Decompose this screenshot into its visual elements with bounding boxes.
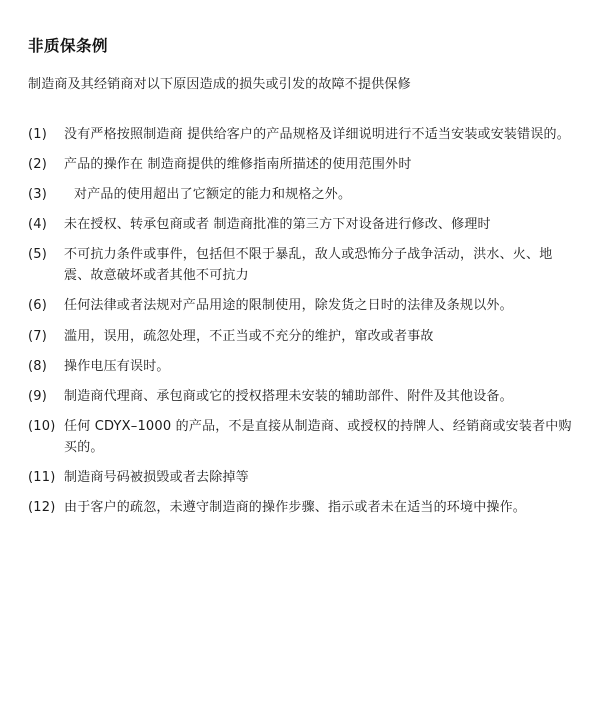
list-item xyxy=(28,184,572,205)
clause-text: 任何 CDYX–1000 的产品，不是直接从制造商、或授权的持牌人、经销商或安装者中购买的。 xyxy=(64,418,572,455)
list-item xyxy=(28,154,572,175)
list-item xyxy=(28,386,572,407)
clause-number: (11) xyxy=(28,469,56,485)
page-title: 非质保条例 xyxy=(28,37,109,55)
list-item xyxy=(28,416,572,458)
list-item xyxy=(28,124,572,145)
list-item xyxy=(28,295,572,316)
clause-text: 未在授权、转承包商或者 制造商批准的第三方下对设备进行修改、修理时 xyxy=(64,217,491,233)
clause-text: 产品的操作在 制造商提供的维修指南所描述的使用范围外时 xyxy=(64,157,412,173)
clause-number: (2) xyxy=(28,157,48,173)
document-subtitle: 制造商及其经销商对以下原因造成的损失或引发的故障不提供保修 xyxy=(28,76,411,92)
clause-text: 由于客户的疏忽，未遵守制造商的操作步骤、指示或者未在适当的环境中操作。 xyxy=(64,499,527,515)
clause-text: 不可抗力条件或事件，包括但不限于暴乱，敌人或恐怖分子战争活动，洪水、火、地震、故意破坏或者其他不可抗力 xyxy=(64,247,553,284)
list-item xyxy=(28,356,572,377)
list-item xyxy=(28,244,572,286)
clause-number: (4) xyxy=(28,217,48,233)
list-item xyxy=(28,467,572,488)
clause-text: 没有严格按照制造商 提供给客户的产品规格及详细说明进行不适当安装或安装错误的。 xyxy=(64,127,570,143)
clause-number: (3) xyxy=(28,187,48,203)
clause-list xyxy=(28,124,572,518)
clause-number: (9) xyxy=(28,388,48,404)
clause-number: (10) xyxy=(28,418,56,434)
clause-text: 操作电压有误时。 xyxy=(64,358,170,374)
clause-number: (7) xyxy=(28,328,48,344)
clause-text: 制造商代理商、承包商或它的授权搭理未安装的辅助部件、附件及其他设备。 xyxy=(64,388,513,404)
list-item xyxy=(28,326,572,347)
list-item xyxy=(28,214,572,235)
clause-number: (12) xyxy=(28,499,56,515)
clause-number: (8) xyxy=(28,358,48,374)
clause-number: (1) xyxy=(28,127,48,143)
clause-number: (6) xyxy=(28,298,48,314)
list-item xyxy=(28,497,572,518)
clause-text: 制造商号码被损毁或者去除掉等 xyxy=(64,469,249,485)
clause-number: (5) xyxy=(28,247,48,263)
clause-text: 对产品的使用超出了它额定的能力和规格之外。 xyxy=(74,187,352,203)
clause-text: 滥用，误用，疏忽处理，不正当或不充分的维护，窜改或者事故 xyxy=(64,328,434,344)
clause-text: 任何法律或者法规对产品用途的限制使用，除发货之日时的法律及条规以外。 xyxy=(64,298,513,314)
